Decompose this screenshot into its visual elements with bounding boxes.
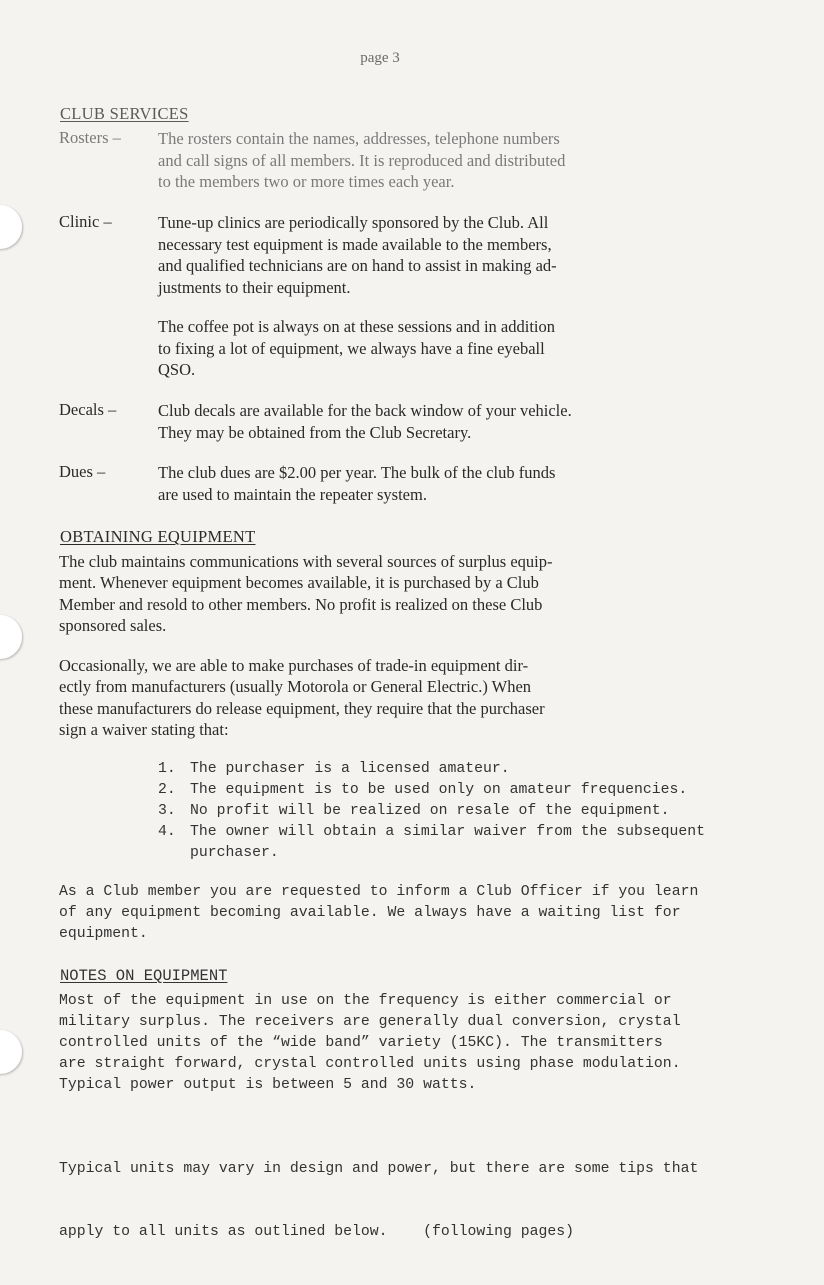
section-heading-club-services: CLUB SERVICES [60,104,189,123]
text-line: Club decals are available for the back window of your vehicle. [158,401,572,420]
list-item-number: 4. [158,824,176,840]
paragraph-inform-officer [59,882,759,945]
entry-body-decals [158,400,758,443]
list-item-text: The owner will obtain a similar waiver from the subsequent purchaser. [190,824,706,861]
text-line: sign a waiver stating that: [59,719,229,739]
list-item-text: The equipment is to be used only on amateur frequencies. [190,782,688,798]
text-line: QSO. [158,360,196,379]
text-line: controlled units of the “wide band” variety (15KC). The transmitters [59,1035,663,1051]
list-item [158,822,758,864]
text-line: ment. Whenever equipment becomes available, it is purchased by a Club [59,573,539,593]
text-line: As a Club member you are requested to inform a Club Officer if you learn [59,884,699,900]
text-line: military surplus. The receivers are generally dual conversion, crystal [59,1014,681,1030]
entry-term-decals: Decals – [59,400,117,419]
text-line: Typical units may vary in design and power, but there are some tips that [59,1161,699,1177]
text-line: and qualified technicians are on hand to assist in making ad- [158,256,557,275]
text-line: these manufacturers do release equipment, they require that the purchaser [59,698,545,718]
text-line: apply to all units as outlined below. (following pages) [59,1224,575,1240]
text-line: ectly from manufacturers (usually Motorola or General Electric.) When [59,677,532,697]
text-line: The club dues are $2.00 per year. The bulk of the club funds [158,463,556,482]
text-line: Member and resold to other members. No profit is realized on these Club [59,594,543,614]
list-item [158,759,758,780]
entry-term-rosters: Rosters – [59,128,121,147]
punch-hole [0,1030,22,1074]
list-item [158,780,758,801]
entry-body-clinic [158,212,758,298]
waiver-conditions-list [158,759,758,864]
text-line: to the members two or more times each year. [158,172,455,191]
list-item [158,801,758,822]
text-line: equipment. [59,926,148,942]
text-line: of any equipment becoming available. We always have a waiting list for [59,905,681,921]
text-line: Tune-up clinics are periodically sponsored by the Club. All [158,213,549,232]
list-item-number: 2. [158,782,176,798]
text-line: are used to maintain the repeater system. [158,484,427,504]
text-line: They may be obtained from the Club Secretary. [158,422,472,442]
text-line: necessary test equipment is made available to the members, [158,234,552,254]
text-line: justments to their equipment. [158,277,351,297]
text-line: The coffee pot is always on at these sessions and in addition [158,317,555,336]
list-item-number: 1. [158,761,176,777]
text-line: Typical power output is between 5 and 30 watts. [59,1077,477,1093]
page-number: page 3 [360,50,400,66]
entry-body-clinic-coffee [158,316,758,381]
entry-term-dues: Dues – [59,462,106,481]
paragraph-equipment-types [59,991,759,1096]
text-line: sponsored sales. [59,615,167,635]
text-line: Most of the equipment in use on the frequency is either commercial or [59,993,672,1009]
text-line: The club maintains communications with several sources of surplus equip- [59,552,553,571]
section-heading-notes-on-equipment: NOTES ON EQUIPMENT [60,967,228,985]
text-line: and call signs of all members. It is reproduced and distributed [158,150,566,170]
section-heading-obtaining-equipment: OBTAINING EQUIPMENT [60,527,256,546]
list-item-text: No profit will be realized on resale of the equipment. [190,803,670,819]
entry-body-dues [158,462,758,505]
paragraph-surplus-sources [59,551,759,636]
entry-term-clinic: Clinic – [59,212,112,231]
paragraph-typical-units [59,1117,759,1285]
punch-hole [0,615,22,659]
entry-body-rosters [158,128,758,193]
punch-hole [0,205,22,249]
paragraph-trade-in [59,655,759,740]
list-item-number: 3. [158,803,176,819]
text-line: are straight forward, crystal controlled units using phase modulation. [59,1056,681,1072]
text-line: The rosters contain the names, addresses, telephone numbers [158,129,560,148]
text-line: Occasionally, we are able to make purchases of trade-in equipment dir- [59,656,529,675]
list-item-text: The purchaser is a licensed amateur. [190,761,510,777]
text-line: to fixing a lot of equipment, we always have a fine eyeball [158,338,545,358]
